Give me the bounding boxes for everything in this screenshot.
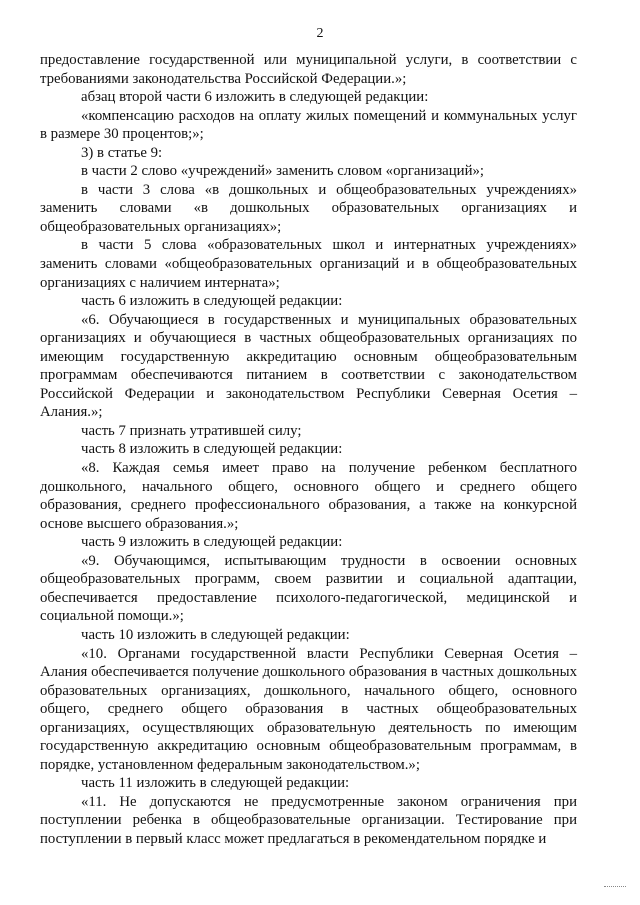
paragraph: в части 2 слово «учреждений» заменить словом «организаций»; [81,163,485,180]
paragraph: «11. Не допускаются не предусмотренные законом ограничения при поступлении ребенка в общеобразовательные организации. Тестирование при поступлении в первый класс может предлагаться в рекомендательном порядке и [40,793,577,847]
paragraph: часть 8 изложить в следующей редакции: [81,441,343,458]
paragraph: «10. Органами государственной власти Республики Северная Осетия – Алания обеспечивается получение дошкольного образования в частных дошкольных образовательных организациях, дошкольного, начального общего, основного общего, среднего общего образования в частных общеобразовательных организациях, осуществляющих образовательную деятельность по имеющим государственную аккредитацию основным общеобразовательным программам, в порядке, установленном федеральным законодательством.»; [40,645,577,773]
scan-artifact [604,886,626,891]
paragraph: часть 7 признать утратившей силу; [81,422,302,439]
page-number: 2 [316,26,324,41]
paragraph: «6. Обучающиеся в государственных и муниципальных образовательных организациях и обучающиеся в частных общеобразовательных организациях по имеющим государственную аккредитацию основным общеобразовательным программам обеспечиваются питанием в соответствии с законодательством Российской Федерации и законодательством Республики Северная Осетия – Алания.»; [40,311,577,421]
paragraph: в части 5 слова «образовательных школ и интернатных учреждениях» заменить словами «общеобразовательных организаций и в общеобразовательных организациях с наличием интерната»; [40,237,577,291]
paragraph: «9. Обучающимся, испытывающим трудности в освоении основных общеобразовательных программ, своем развитии и социальной адаптации, обеспечивается предоставление психолого-педагогической, медицинской и социальной помощи.»; [40,552,577,625]
document-body [40,51,577,849]
paragraph: часть 6 изложить в следующей редакции: [81,293,343,310]
paragraph: «8. Каждая семья имеет право на получение ребенком бесплатного дошкольного, начального общего, основного общего и среднего общего образования, среднего профессионального образования, а также на конкурсной основе высшего образования.»; [40,460,577,532]
paragraph: часть 10 изложить в следующей редакции: [81,626,350,643]
paragraph: в части 3 слова «в дошкольных и общеобразовательных учреждениях» заменить словами «в дошкольных образовательных организациях и общеобразовательных организациях»; [40,181,577,235]
paragraph: предоставление государственной или муниципальной услуги, в соответствии с требованиями законодательства Российской Федерации.»; [40,52,577,87]
paragraph: абзац второй части 6 изложить в следующей редакции: [81,89,429,106]
paragraph: часть 9 изложить в следующей редакции: [81,534,343,551]
paragraph: «компенсацию расходов на оплату жилых помещений и коммунальных услуг в размере 30 процентов;»; [40,107,577,143]
paragraph: часть 11 изложить в следующей редакции: [81,775,350,792]
paragraph: 3) в статье 9: [81,144,163,161]
